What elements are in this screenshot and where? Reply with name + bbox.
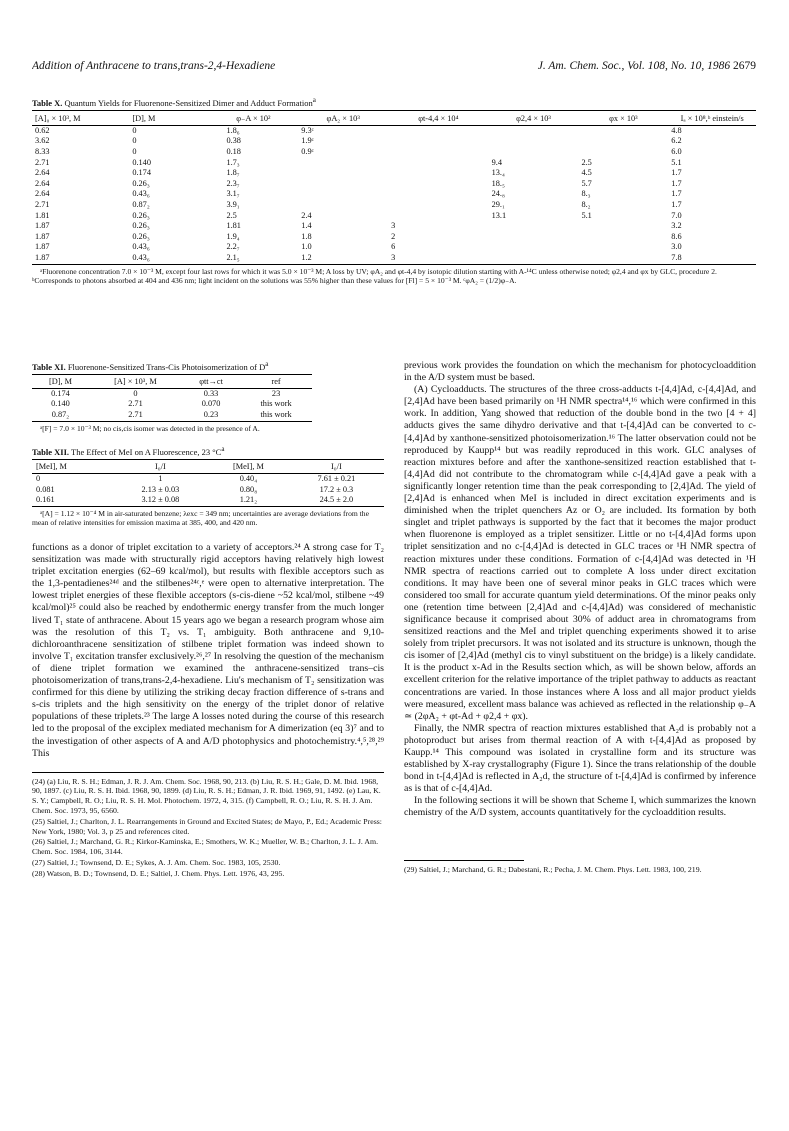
table-cell	[298, 168, 388, 179]
table-cell: 0.140	[132, 157, 151, 167]
table-row	[32, 253, 756, 264]
table-row	[32, 125, 756, 136]
table-cell: 0.87₂	[51, 410, 70, 420]
table-cell: 1.7	[671, 189, 682, 199]
table-cell: 2.64	[35, 189, 50, 199]
table-cell	[489, 125, 579, 136]
table-x-caption	[32, 96, 756, 108]
table-cell: 23	[271, 388, 281, 398]
table-cell: 8.₂	[581, 199, 591, 209]
reference-item: (25) Saltiel, J.; Charlton, J. L. Rearrangements in Ground and Excited States; de Mayo, P., Ed.; Academic Press: New York, 1980; Vol. 3, p 25 and references cited.	[32, 816, 382, 836]
table-cell: this work	[260, 410, 292, 420]
header-page-number: 2679	[733, 60, 756, 72]
table-cell: 0.161	[36, 495, 55, 505]
table-cell: 0	[132, 136, 137, 146]
table-cell: 3	[391, 221, 396, 231]
table-x-col-0: [A]₀ × 10³, M	[32, 110, 129, 125]
table-row	[32, 200, 756, 211]
table-row	[32, 232, 756, 243]
table-cell	[578, 232, 668, 243]
table-xii-footnote: ᵃ[A] = 1.12 × 10⁻⁴ M in air-saturated benzene; λexc = 349 nm; uncertainties are average deviations from the mean of relative intensities for emission maxima at 385, 400, and 420 nm.	[32, 508, 369, 528]
table-cell: 1.2	[301, 252, 312, 262]
table-xi-col-2: φtt→ct	[182, 374, 240, 388]
table-row	[32, 179, 756, 190]
table-cell: 2.71	[35, 199, 50, 209]
table-x-label: Table X.	[32, 97, 63, 108]
table-cell: 29.₁	[491, 199, 505, 209]
table-cell: 24.5 ± 2.0	[319, 495, 354, 505]
table-x-col-2: φ₋A × 10²	[208, 110, 298, 125]
table-cell	[489, 147, 579, 158]
table-cell: 1.21₂	[239, 495, 258, 505]
table-x-col-1: [D], M	[129, 110, 208, 125]
table-cell: 1.7	[671, 168, 682, 178]
table-x	[32, 110, 756, 265]
table-row	[32, 147, 756, 158]
table-x-caption-mark: a	[312, 96, 316, 104]
table-x-col-4: φt-4,4 × 10⁴	[388, 110, 489, 125]
table-cell: 0.26₃	[132, 221, 150, 231]
table-cell: 0.62	[35, 125, 50, 135]
table-cell: this work	[260, 399, 292, 409]
table-cell: 0	[133, 388, 138, 398]
table-cell: 4.5	[581, 168, 592, 178]
table-cell	[388, 211, 489, 222]
table-cell: 8.₃	[581, 189, 591, 199]
table-cell: 0	[36, 474, 41, 484]
table-cell: 2.71	[35, 157, 50, 167]
table-cell: 1.7	[671, 178, 682, 188]
table-row	[32, 495, 384, 506]
table-xii-label: Table XII.	[32, 447, 70, 458]
table-cell: 0	[132, 125, 137, 135]
table-cell: 8.33	[35, 147, 50, 157]
table-x-col-3: φA₂ × 10³	[298, 110, 388, 125]
reference-item: (27) Saltiel, J.; Townsend, D. E.; Sykes, A. J. Am. Chem. Soc. 1983, 105, 2530.	[32, 858, 281, 868]
table-cell: 7.61 ± 0.21	[317, 474, 356, 484]
table-xii-col-2: [MeI], M	[208, 460, 289, 474]
table-cell: 2.64	[35, 168, 50, 178]
left-body-paragraph: functions as a donor of triplet excitation to a variety of acceptors.²⁴ A strong case for T₂ sensitization was made with structurally rigid acceptors having relatively high lowest triplet excitation energies (62–69 kcal/mol), but results with flexible acceptors such as the 1,3-pentadienes²⁴ᵈ and the stilbenes²⁴ᶜ,ᵉ were open to alternative interpretation. The lowest triplet energies of these flexible acceptors (s-cis-diene ~52 kcal/mol, stilbene ~49 kcal/mol)²⁵ could also be reached by endothermic energy transfer from the much longer lived T₁ state of anthracene. About 15 years ago we began a research program whose aim was the resolution of this T₂ vs. T₁ ambiguity. Both anthracene and 9,10-dichloroanthracene sensitization of stilbene triplet formation was indeed shown to involve T₁ excitation transfer exclusively.²⁶,²⁷ In resolving the question of the mechanism of diene triplet formation we examined the anthracene-sensitized trans–cis photoisomerization of trans,trans-2,4-hexadiene. Liu's mechanism of T₂ sensitization was confirmed for this diene by utilizing the striking decay fraction difference of s-trans and s-cis triplets and the high sensitivity on the energy of the triplet donor of relative populations of these triplets.²³ The large A losses noted during the course of this research led to the proposal of the exciplex mediated mechanism for A dimerization (eq 3)⁷ and to the investigation of other aspects of A and A/D photophysics and photochemistry.⁴,⁵,²⁸,²⁹ This	[32, 542, 384, 759]
header-article-title: Addition of Anthracene to trans,trans-2,4-Hexadiene	[32, 60, 276, 72]
table-cell: 6.2	[671, 136, 682, 146]
table-cell: 1	[158, 474, 163, 484]
table-xi-footnote: ᵃ[F] = 7.0 × 10⁻³ M; no cis,cis isomer was detected in the presence of A.	[40, 423, 260, 433]
table-cell: 0.80₈	[239, 484, 258, 494]
table-cell: 9.3ᶜ	[301, 125, 314, 135]
table-cell: 1.4	[301, 221, 312, 231]
table-cell: 1.7	[671, 199, 682, 209]
table-cell: 0.26₃	[132, 231, 150, 241]
table-cell: 2.13 ± 0.03	[141, 484, 180, 494]
table-xi-col-1: [A] × 10³, M	[89, 374, 182, 388]
table-xi-title: Fluorenone-Sensitized Trans-Cis Photoisomerization of D	[67, 361, 266, 372]
table-cell: 0.43₆	[132, 242, 150, 252]
table-row	[32, 399, 312, 410]
table-row	[32, 189, 756, 200]
table-cell: 0.26₃	[132, 178, 150, 188]
right-column	[404, 360, 756, 1110]
table-row	[32, 221, 756, 232]
table-x-title: Quantum Yields for Fluorenone-Sensitized Dimer and Adduct Formation	[64, 97, 313, 108]
table-xii-caption-mark: a	[221, 445, 225, 454]
table-cell	[578, 147, 668, 158]
table-cell	[489, 242, 579, 253]
table-cell: 2	[391, 231, 396, 241]
table-cell: 2.2₇	[226, 242, 240, 252]
table-x-col-6: φx × 10³	[578, 110, 668, 125]
table-cell: 13.1	[491, 210, 507, 220]
table-cell: 1.87	[35, 231, 50, 241]
table-cell: 8.6	[671, 231, 682, 241]
table-cell: 2.1₅	[226, 252, 240, 262]
right-paragraph-3: In the following sections it will be shown that Scheme I, which summarizes the known chemistry of the A/D system, accounts quantitatively for the cycloaddition results.	[404, 795, 756, 819]
table-cell	[489, 136, 579, 147]
table-cell: 1.9ᶜ	[301, 136, 314, 146]
table-cell	[388, 189, 489, 200]
table-cell: 6.0	[671, 147, 682, 157]
table-cell	[388, 168, 489, 179]
reference-29: (29) Saltiel, J.; Marchand, G. R.; Dabestani, R.; Pecha, J. M. Chem. Phys. Lett. 1983, 100, 219.	[404, 864, 702, 874]
table-cell: 1.9₄	[226, 231, 240, 241]
table-cell	[388, 200, 489, 211]
table-xi-col-0: [D], M	[32, 374, 89, 388]
table-cell: 17.2 ± 0.3	[319, 484, 354, 494]
table-cell: 3.2	[671, 221, 682, 231]
table-cell: 0.23	[203, 410, 219, 420]
reference-item: (26) Saltiel, J.; Marchand, G. R.; Kirkor-Kaminska, E.; Smothers, W. K.; Mueller, W. B.; Charlton, J. L. J. Am. Chem. Soc. 1984, 106, 3144.	[32, 837, 379, 857]
table-xii-col-0: [MeI], M	[32, 460, 113, 474]
table-cell: 4.8	[671, 125, 682, 135]
table-cell: 1.87	[35, 252, 50, 262]
table-cell	[298, 179, 388, 190]
table-cell: 1.8	[301, 231, 312, 241]
table-cell: 0.174	[51, 388, 70, 398]
table-cell: 2.4	[301, 210, 312, 220]
table-cell	[578, 125, 668, 136]
table-x-body	[32, 125, 756, 264]
table-row	[32, 388, 312, 399]
table-cell: 0.38	[226, 136, 241, 146]
table-xii	[32, 459, 384, 507]
table-cell	[388, 179, 489, 190]
table-cell: 1.7₃	[226, 157, 240, 167]
table-cell: 13.₄	[491, 168, 505, 178]
table-cell: 0.081	[36, 484, 55, 494]
table-cell: 7.0	[671, 210, 682, 220]
table-cell: 2.71	[128, 399, 143, 409]
table-cell: 0.87₂	[132, 199, 150, 209]
table-xi-body	[32, 388, 312, 421]
table-cell: 3.9₁	[226, 199, 240, 209]
right-paragraph-1: (A) Cycloadducts. The structures of the three cross-adducts t-[4,4]Ad, c-[4,4]Ad, and [2,4]Ad have been based primarily on ¹H NMR spectra¹⁴,¹⁶ which were confirmed in this work. In addition, Yang showed that reduction of the double bond in the two [4 + 4] adducts gives the same dihydro derivative and that t-[4,4]Ad can be converted to c-[4,4]Ad by xanthone-sensitized photoisomerization.¹⁶ The latter observation could not be reproduced by Kaupp¹⁴ but was readily reproduced in this work. GLC analyses of reaction mixtures before and after the xanthone-sensitized reaction established that t-[4,4]Ad did not contribute to the chromatogram while c-[4,4]Ad gave a peak with a significantly longer retention time than the peak corresponding to [2,4]Ad. The yield of [2,4]Ad is enhanced when MeI is included in direct excitation experiments and is diminished when the triplet quenchers Az or O₂ are included. Its formation by both singlet and triplet pathways is supported by the fact that it becomes the major product when fluorenone is employed as a triplet sensitizer. Little or no t-[4,4]Ad forms upon triplet sensitization and no c-[4,4]Ad is detected in GLC traces or ¹H NMR spectra of reaction mixtures under these conditions. Formation of c-[4,4]Ad was detected in ¹H NMR spectra of reactions carried out to complete A loss under direct excitation conditions. It may have been one of several minor peaks in GLC traces which were considered too small for accurate quantum yield determinations. Of the minor peaks only one (retention time between [2,4]Ad and c-[4,4]Ad) was considered of mechanistic significance because it comprised about 30% of adduct area in chromatograms from sensitized reactions and the MeI and triplet quenching experiments showed it to arise solely from triplet precursors. It was not isolated and its structure is unknown, though the cis isomer of [2,4]Ad (methyl cis to vinyl substituent on the bridge) is a likely candidate. It is the product x-Ad in the Results section which, as will be shown below, affords an excellent criterion for the relative importance of the triplet pathway to adducts as reactant concentrations are varied. In those instances where A loss and all major product yields were measured, excellent mass balance was achieved as reflected in the relationship φ₋A ≃ (2φA₂ + φt-Ad + φ2,4 + φx).	[404, 384, 756, 722]
table-cell: 0	[132, 147, 137, 157]
table-cell: 2.64	[35, 178, 50, 188]
table-cell	[578, 221, 668, 232]
table-cell	[489, 221, 579, 232]
table-cell	[388, 125, 489, 136]
table-cell: 3.1₇	[226, 189, 240, 199]
table-cell: 0.18	[226, 147, 241, 157]
table-cell: 3	[391, 252, 396, 262]
table-cell	[578, 136, 668, 147]
table-cell: 0.43₆	[132, 252, 150, 262]
table-cell: 3.0	[671, 242, 682, 252]
table-cell: 2.5	[226, 210, 237, 220]
table-cell: 5.1	[671, 157, 682, 167]
table-xi-caption-mark: a	[265, 360, 269, 368]
table-x-col-7: Iₐ × 10⁸,ᵇ einstein/s	[668, 110, 756, 125]
table-cell: 18.₅	[491, 178, 505, 188]
table-cell: 0.070	[201, 399, 221, 409]
table-cell	[578, 253, 668, 264]
reference-item: (24) (a) Liu, R. S. H.; Edman, J. R. J. Am. Chem. Soc. 1968, 90, 213. (b) Liu, R. S. H.; Gale, D. M. Ibid. 1968, 90, 1897. (c) Liu, R. S. H. Ibid. 1968, 90, 1899. (d) Liu, R. S. H.; Edman, J. R. Ibid. 1969, 91, 1492. (e) Lau, K. S. Y.; Campbell, R. O.; Liu, R. S. H. Mol. Photochem. 1972, 4, 315. (f) Campbell, R. O.; Liu, R. S. H. J. Am. Chem. Soc. 1973, 95, 6560.	[32, 776, 381, 816]
journal-page	[32, 60, 756, 1110]
table-cell: 0.33	[203, 388, 219, 398]
table-xii-title: The Effect of MeI on A Fluorescence, 23 °C	[71, 447, 222, 458]
table-row	[32, 242, 756, 253]
table-xii-caption	[32, 445, 384, 457]
table-xii-body	[32, 474, 384, 507]
table-cell: 9.4	[491, 157, 502, 167]
table-xii-col-3: I₀/I	[289, 460, 384, 474]
table-cell	[489, 232, 579, 243]
right-paragraph-2: Finally, the NMR spectra of reaction mixtures established that A₂d is probably not a photoproduct but arises from thermal reaction of A with t-[4,4]Ad as proposed by Kaupp.¹⁴ This compound was isolated in crystalline form and its structure was established by X-ray crystallography (Figure 1). Since the trans relationship of the double bond in t-[4,4]Ad is reflected in A₂d, the structure of t-[4,4]Ad is confirmed by inference as is that of c-[4,4]Ad.	[404, 722, 756, 795]
table-cell: 6	[391, 242, 396, 252]
table-row	[32, 158, 756, 169]
table-xii-col-1: I₀/I	[113, 460, 208, 474]
table-cell	[298, 200, 388, 211]
table-cell	[578, 242, 668, 253]
table-cell	[388, 147, 489, 158]
table-cell	[298, 158, 388, 169]
table-cell	[388, 136, 489, 147]
table-cell: 1.8₆	[226, 125, 240, 135]
table-row	[32, 168, 756, 179]
table-cell: 0.174	[132, 168, 151, 178]
table-xi-caption	[32, 360, 384, 372]
references-left	[32, 772, 384, 879]
table-cell: 5.7	[581, 178, 592, 188]
table-xi-label: Table XI.	[32, 361, 66, 372]
table-cell: 1.8₇	[226, 168, 240, 178]
table-cell: 5.1	[581, 210, 592, 220]
table-cell: 2.3₇	[226, 178, 240, 188]
header-journal: J. Am. Chem. Soc., Vol. 108, No. 10, 1986	[537, 60, 731, 72]
two-column-body	[32, 360, 756, 1110]
table-xi	[32, 374, 312, 422]
table-cell: 0.9ᶜ	[301, 147, 314, 157]
table-cell	[298, 189, 388, 200]
table-cell: 1.0	[301, 242, 312, 252]
table-cell: 1.81	[35, 210, 50, 220]
table-cell: 24.₈	[491, 189, 505, 199]
table-cell: 2.71	[128, 410, 143, 420]
table-cell: 1.87	[35, 221, 50, 231]
table-cell: 2.5	[581, 157, 592, 167]
table-cell: 0.26₃	[132, 210, 150, 220]
table-cell: 3.62	[35, 136, 50, 146]
left-column	[32, 360, 384, 1110]
table-row	[32, 474, 384, 485]
right-paragraph-0: previous work provides the foundation on which the mechanism for photocycloaddition in the A/D system must be based.	[404, 360, 756, 384]
table-x-col-5: φ2,4 × 10³	[489, 110, 579, 125]
table-xi-col-3: ref	[240, 374, 312, 388]
table-cell: 3.12 ± 0.08	[141, 495, 180, 505]
table-cell: 0.40₄	[239, 474, 258, 484]
table-cell: 1.81	[226, 221, 241, 231]
running-header	[32, 60, 756, 72]
table-cell: 7.8	[671, 252, 682, 262]
reference-item: (28) Watson, B. D.; Townsend, D. E.; Saltiel, J. Chem. Phys. Lett. 1976, 43, 295.	[32, 868, 285, 878]
table-row	[32, 410, 312, 421]
table-cell: 1.87	[35, 242, 50, 252]
table-cell	[489, 253, 579, 264]
table-cell: 0.140	[51, 399, 70, 409]
table-x-footnote: ᵃFluorenone concentration 7.0 × 10⁻³ M, except four last rows for which it was 5.0 × 10⁻³ M; A loss by UV; φA₂ and φt-4,4 by isotopic dilution starting with A-¹⁴C unless otherwise noted; φ2,4 and φx by GLC, procedure 2. ᵇCorresponds to photons absorbed at 404 and 436 nm; light incident on the solutions was 55% higher than these values for [Fl] = 5 × 10⁻³ M. ᶜφA₂ = (1/2)φ₋A.	[32, 266, 717, 286]
table-row	[32, 136, 756, 147]
table-row	[32, 485, 384, 496]
table-cell	[388, 158, 489, 169]
table-cell: 0.43₆	[132, 189, 150, 199]
table-row	[32, 211, 756, 222]
